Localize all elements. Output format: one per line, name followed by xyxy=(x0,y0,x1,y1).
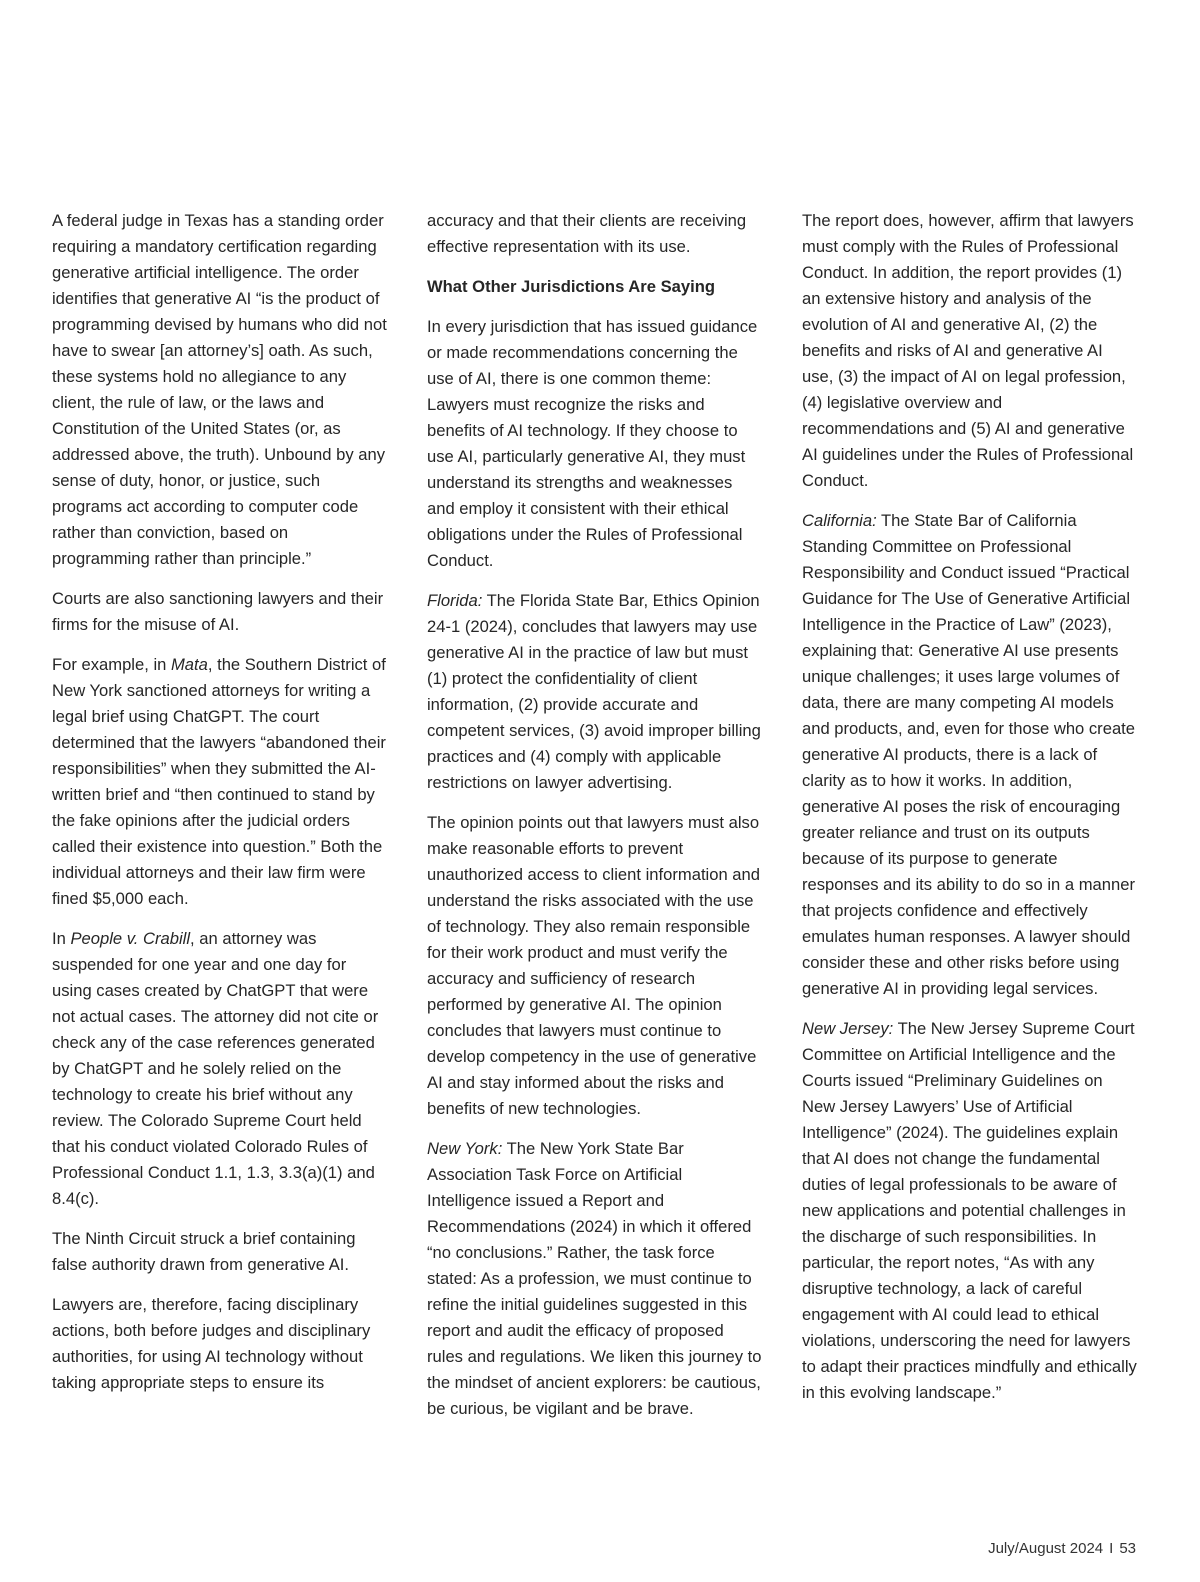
text-run: The State Bar of California Standing Committee on Professional Responsibility and Conduct issued “Practical Guidance for The Use of Generative Artificial Intelligence in the Practice of Law” (2023), explaining that: Generative AI use presents unique challenges; it uses large volumes of data, there are many competing AI models and products, and, even for those who create generative AI products, there is a lack of clarity as to how it works. In addition, generative AI poses the risk of encouraging greater reliance and trust on its outputs because of its purpose to generate responses and its ability to do so in a manner that projects confidence and effectively emulates human responses. A lawyer should consider these and other risks before using generative AI in providing legal services. xyxy=(802,511,1136,998)
paragraph-new-jersey xyxy=(802,1016,1138,1406)
text-run: , an attorney was suspended for one year and one day for using cases created by ChatGPT that were not actual cases. The attorney did not cite or check any of the case references generated by ChatGPT and he solely relied on the technology to create his brief without any review. The Colorado Supreme Court held that his conduct violated Colorado Rules of Professional Conduct 1.1, 1.3, 3.3(a)(1) and 8.4(c). xyxy=(52,929,379,1208)
paragraph-florida xyxy=(427,588,763,796)
case-name-mata: Mata xyxy=(170,655,208,674)
column-left xyxy=(52,208,388,1410)
paragraph-new-york xyxy=(427,1136,763,1422)
paragraph-crabill xyxy=(52,926,388,1212)
jurisdiction-label-florida: Florida: xyxy=(427,591,483,610)
section-heading: What Other Jurisdictions Are Saying xyxy=(427,277,715,296)
text-run: In xyxy=(52,929,71,948)
paragraph-florida-opinion: The opinion points out that lawyers must also make reasonable efforts to prevent unauthorized access to client information and understand the risks associated with the use of technology. They also remain responsible for their work product and must verify the accuracy and sufficiency of research performed by generative AI. The opinion concludes that lawyers must continue to develop competency in the use of generative AI and stay informed about the risks and benefits of new technologies. xyxy=(427,813,760,1118)
text-run: The New Jersey Supreme Court Committee on Artificial Intelligence and the Courts issued “Preliminary Guidelines on New Jersey Lawyers’ Use of Artificial Intelligence” (2024). The guidelines explain that AI does not change the fundamental duties of legal professionals to be aware of new applications and potential challenges in the discharge of such responsibilities. In particular, the report notes, “As with any disruptive technology, a lack of careful engagement with AI could lead to ethical violations, underscoring the need for lawyers to adapt their practices mindfully and ethically in this evolving landscape.” xyxy=(802,1019,1137,1402)
column-right xyxy=(802,208,1138,1420)
text-run: The Florida State Bar, Ethics Opinion 24-1 (2024), concludes that lawyers may use generative AI in the practice of law but must (1) protect the confidentiality of client information, (2) provide accurate and competent services, (3) avoid improper billing practices and (4) comply with applicable restrictions on lawyer advertising. xyxy=(427,591,761,792)
paragraph-mata xyxy=(52,652,388,912)
paragraph-courts-sanctioning: Courts are also sanctioning lawyers and their firms for the misuse of AI. xyxy=(52,589,384,634)
paragraph-disciplinary-actions: Lawyers are, therefore, facing disciplinary actions, both before judges and disciplinary authorities, for using AI technology without taking appropriate steps to ensure its xyxy=(52,1295,371,1392)
paragraph-report-affirm: The report does, however, affirm that lawyers must comply with the Rules of Professional Conduct. In addition, the report provides (1) an extensive history and analysis of the evolution of AI and generative AI, (2) the benefits and risks of AI and generative AI use, (3) the impact of AI on legal profession, (4) legislative overview and recommendations and (5) AI and generative AI guidelines under the Rules of Professional Conduct. xyxy=(802,211,1134,490)
text-run: , the Southern District of New York sanctioned attorneys for writing a legal brief using ChatGPT. The court determined that the lawyers “abandoned their responsibilities” when they submitted the AI-written brief and “then continued to stand by the fake opinions after the judicial orders called their existence into question.” Both the individual attorneys and their law firm were fined $5,000 each. xyxy=(52,655,386,908)
jurisdiction-label-california: California: xyxy=(802,511,877,530)
paragraph-accuracy: accuracy and that their clients are receiving effective representation with its use. xyxy=(427,211,747,256)
jurisdiction-label-new-jersey: New Jersey: xyxy=(802,1019,894,1038)
page-footer xyxy=(988,1538,1136,1560)
paragraph-ninth-circuit: The Ninth Circuit struck a brief containing false authority drawn from generative AI. xyxy=(52,1229,356,1274)
paragraph-common-theme: In every jurisdiction that has issued guidance or made recommendations concerning the use of AI, there is one common theme: Lawyers must recognize the risks and benefits of AI technology. If they choose to use AI, particularly generative AI, they must understand its strengths and weaknesses and employ it consistent with their ethical obligations under the Rules of Professional Conduct. xyxy=(427,317,758,570)
issue-date: July/August 2024 xyxy=(988,1540,1104,1557)
paragraph-california xyxy=(802,508,1138,1002)
paragraph-texas-order: A federal judge in Texas has a standing order requiring a mandatory certification regarding generative artificial intelligence. The order identifies that generative AI “is the product of programming devised by humans who did not have to swear [an attorney’s] oath. As such, these systems hold no allegiance to any client, the rule of law, or the laws and Constitution of the United States (or, as addressed above, the truth). Unbound by any sense of duty, honor, or justice, such programs act according to computer code rather than conviction, based on programming rather than principle.” xyxy=(52,211,387,568)
jurisdiction-label-new-york: New York: xyxy=(427,1139,503,1158)
text-run: The New York State Bar Association Task Force on Artificial Intelligence issued a Report and Recommendations (2024) in which it offered “no conclusions.” Rather, the task force stated: As a profession, we must continue to refine the initial guidelines suggested in this report and audit the efficacy of proposed rules and regulations. We liken this journey to the mindset of ancient explorers: be cautious, be curious, be vigilant and be brave. xyxy=(427,1139,762,1418)
page-number: 53 xyxy=(1119,1540,1136,1557)
column-middle xyxy=(427,208,763,1436)
footer-separator: I xyxy=(1109,1540,1114,1557)
text-run: For example, in xyxy=(52,655,171,674)
case-name-crabill: People v. Crabill xyxy=(70,929,191,948)
